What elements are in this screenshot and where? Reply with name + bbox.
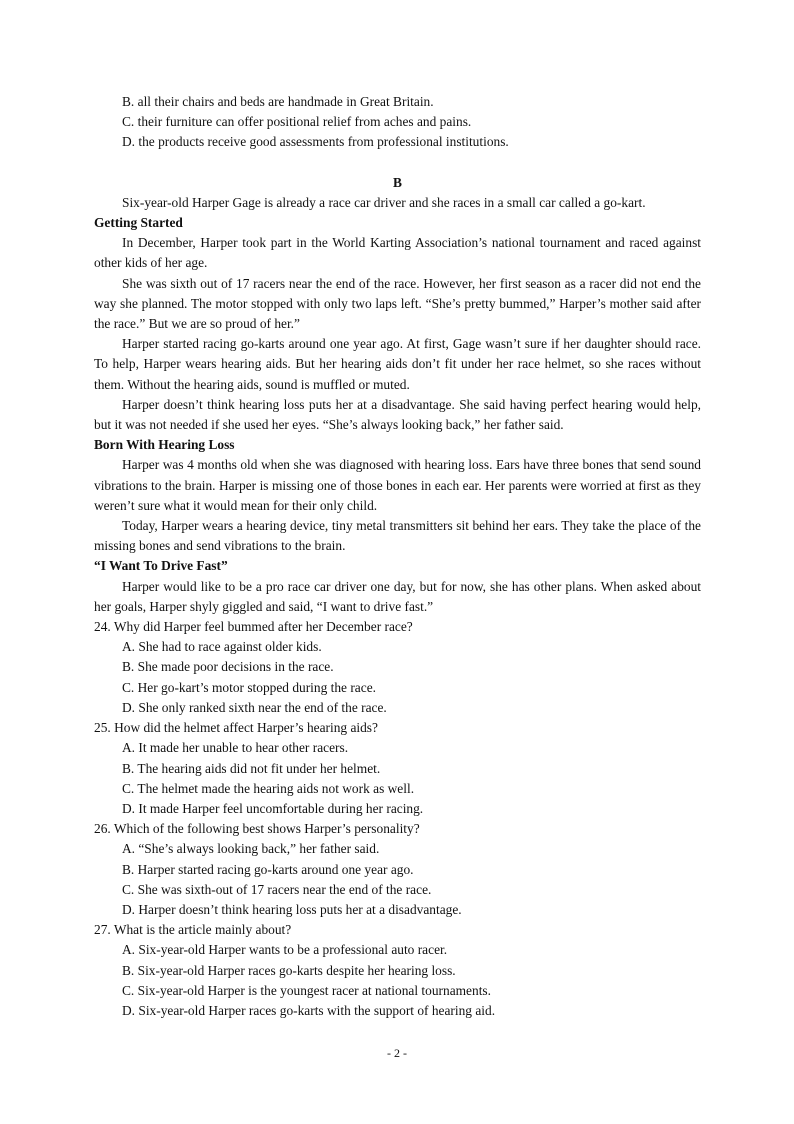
- page-number: - 2 -: [387, 1046, 407, 1060]
- section-label: B: [393, 174, 402, 190]
- option-a[interactable]: A. It made her unable to hear other racers.: [122, 740, 349, 756]
- question-stem: 27. What is the article mainly about?: [94, 922, 292, 938]
- prev-option-c: C. their furniture can offer positional relief from aches and pains.: [122, 114, 472, 130]
- option-c[interactable]: C. She was sixth-out of 17 racers near the end of the race.: [122, 881, 432, 897]
- option-d[interactable]: D. She only ranked sixth near the end of the race.: [122, 699, 387, 715]
- question-stem: 26. Which of the following best shows Harper’s personality?: [94, 821, 420, 837]
- option-d[interactable]: D. Six-year-old Harper races go-karts with the support of hearing aid.: [122, 1002, 496, 1018]
- heading-drive-fast: “I Want To Drive Fast”: [94, 558, 228, 574]
- option-b[interactable]: B. Six-year-old Harper races go-karts despite her hearing loss.: [122, 962, 456, 978]
- page-content: [94, 92, 701, 1021]
- prev-option-b: B. all their chairs and beds are handmade in Great Britain.: [122, 94, 434, 109]
- heading-getting-started: Getting Started: [94, 215, 183, 231]
- option-b[interactable]: B. Harper started racing go-karts around one year ago.: [122, 861, 414, 877]
- option-c[interactable]: C. Six-year-old Harper is the youngest racer at national tournaments.: [122, 982, 491, 998]
- prev-option-d: D. the products receive good assessments from professional institutions.: [122, 134, 509, 150]
- paragraph-5: Harper was 4 months old when she was diagnosed with hearing loss. Ears have three bones that send sound vibrations to the brain. Harper is missing one of those bones in each ear. Her parents were worried at first as they weren’t sure what it would mean for their only child.: [94, 457, 701, 513]
- option-b[interactable]: B. The hearing aids did not fit under her helmet.: [122, 760, 381, 776]
- question-25: [94, 718, 701, 819]
- option-c[interactable]: C. Her go-kart’s motor stopped during the race.: [122, 679, 376, 695]
- option-a[interactable]: A. “She’s always looking back,” her father said.: [122, 841, 380, 857]
- option-d[interactable]: D. Harper doesn’t think hearing loss puts her at a disadvantage.: [122, 901, 462, 917]
- option-d[interactable]: D. It made Harper feel uncomfortable during her racing.: [122, 800, 424, 816]
- paragraph-3: Harper started racing go-karts around one year ago. At first, Gage wasn’t sure if her daughter should race. To help, Harper wears hearing aids. But her hearing aids don’t fit under her race helmet, so she races without them. Without the hearing aids, sound is muffled or muted.: [94, 336, 701, 392]
- option-c[interactable]: C. The helmet made the hearing aids not work as well.: [122, 780, 415, 796]
- question-24: [94, 617, 701, 718]
- paragraph-2: She was sixth out of 17 racers near the end of the race. However, her first season as a racer did not end the way she planned. The motor stopped with only two laps left. “She’s pretty bummed,” Harper’s mother said after the race.” But we are so proud of her.”: [94, 275, 701, 332]
- paragraph-7: Harper would like to be a pro race car driver one day, but for now, she has other plans. When asked about her goals, Harper shyly giggled and said, “I want to drive fast.”: [94, 578, 701, 614]
- option-a[interactable]: A. Six-year-old Harper wants to be a professional auto racer.: [122, 942, 448, 958]
- intro-paragraph: Six-year-old Harper Gage is already a race car driver and she races in a small car called a go-kart.: [122, 194, 646, 210]
- option-b[interactable]: B. She made poor decisions in the race.: [122, 659, 334, 675]
- question-stem: 25. How did the helmet affect Harper’s hearing aids?: [94, 720, 378, 736]
- question-26: [94, 819, 701, 920]
- paragraph-1: In December, Harper took part in the World Karting Association’s national tournament and raced against other kids of her age.: [94, 235, 701, 271]
- question-stem: 24. Why did Harper feel bummed after her December race?: [94, 619, 413, 635]
- heading-born-with-hearing-loss: Born With Hearing Loss: [94, 437, 235, 453]
- paragraph-4: Harper doesn’t think hearing loss puts her at a disadvantage. She said having perfect hearing would help, but it was not needed if she used her eyes. “She’s always looking back,” her father said.: [94, 396, 701, 433]
- option-a[interactable]: A. She had to race against older kids.: [122, 639, 322, 655]
- paragraph-6: Today, Harper wears a hearing device, tiny metal transmitters sit behind her ears. They take the place of the missing bones and send vibrations to the brain.: [94, 518, 701, 554]
- question-27: [94, 920, 701, 1021]
